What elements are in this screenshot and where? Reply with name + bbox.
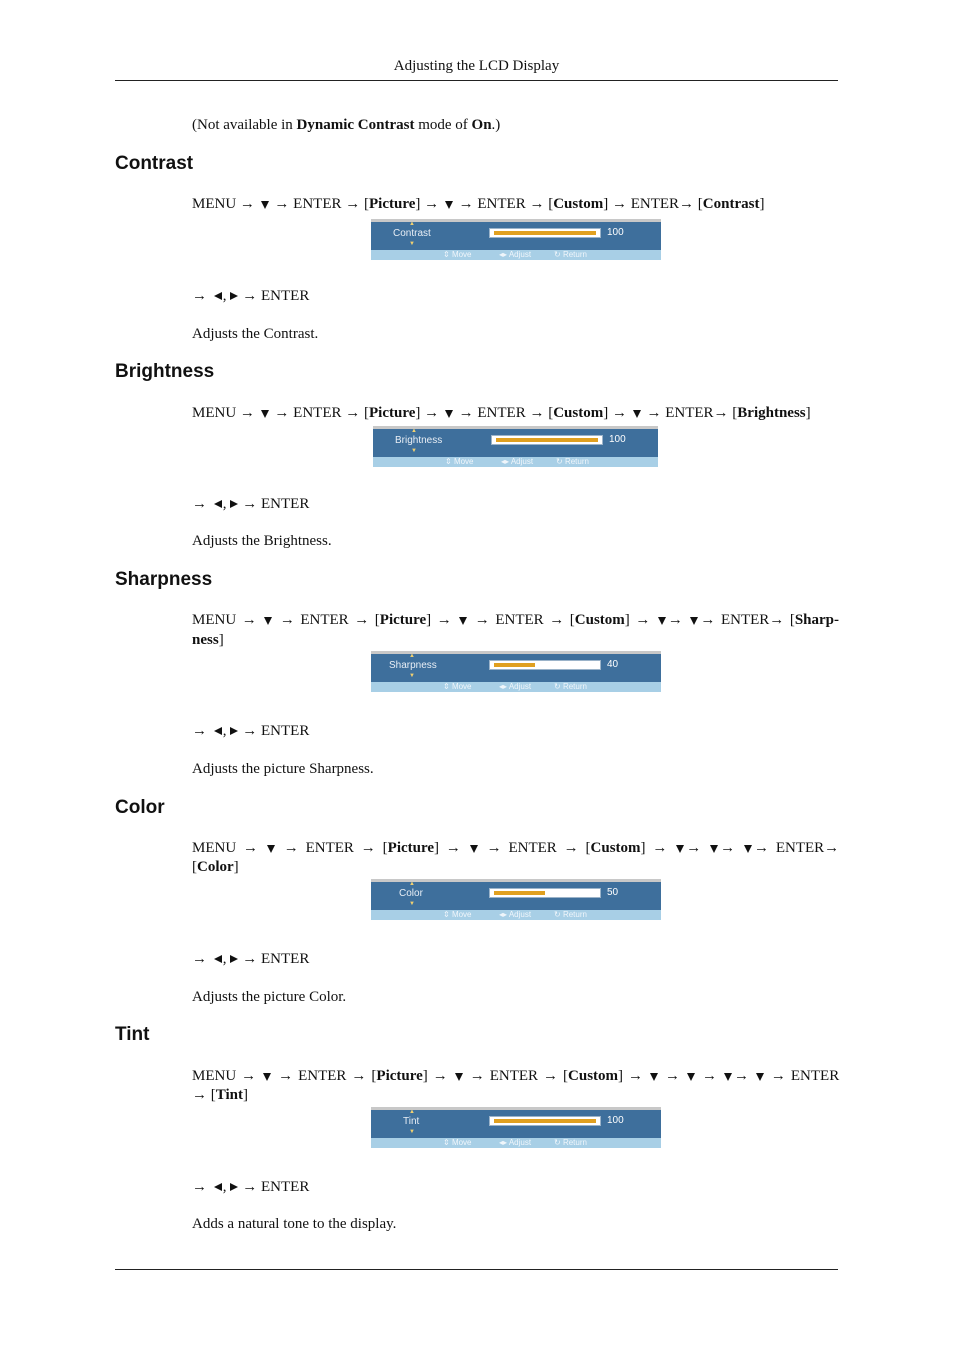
heading-color: Color (115, 797, 165, 818)
menu-path-color-cont: [Color] (192, 859, 239, 875)
menu-path-sharpness: MENU → → ENTER → [Picture] → → ENTER → [Custom] → → → ENTER→ [Sharp- (192, 612, 840, 628)
osd-label: Contrast (393, 228, 431, 239)
osd-slider (491, 435, 603, 445)
down-arrow-icon (724, 1073, 732, 1081)
down-arrow-icon: ▼ (409, 901, 415, 907)
move-icon: ⇕ (443, 910, 450, 919)
down-arrow-icon (756, 1073, 764, 1081)
desc-color: Adjusts the picture Color. (192, 989, 347, 1005)
adjust-icon: ◂▸ (501, 457, 510, 466)
right-arrow-icon (230, 955, 238, 963)
osd-color: ▲ ▼ Color 50 ⇕ Move ◂▸ Adjust ↻ Return (371, 879, 661, 923)
left-arrow-icon (214, 955, 222, 963)
osd-value: 40 (607, 659, 619, 670)
down-arrow-icon: ▼ (411, 448, 417, 454)
right-arrow-icon (230, 1183, 238, 1191)
desc-tint: Adds a natural tone to the display. (192, 1216, 397, 1232)
down-arrow-icon (676, 845, 684, 853)
down-arrow-icon (459, 617, 467, 625)
left-arrow-icon (214, 1183, 222, 1191)
adjust-icon: ◂▸ (499, 1138, 508, 1147)
right-arrow-icon (230, 292, 238, 300)
osd-label: Brightness (395, 435, 443, 446)
osd-slider (489, 228, 601, 238)
down-arrow-icon (445, 201, 453, 209)
menu-path-color: MENU → → ENTER → [Picture] → → ENTER → [Custom] → → → → ENTER→ (192, 840, 840, 856)
adjust-path-brightness: → , → ENTER (192, 496, 310, 512)
down-arrow-icon (650, 1073, 658, 1081)
down-arrow-icon: ▼ (409, 241, 415, 247)
adjust-path-contrast: → , → ENTER (192, 288, 310, 304)
up-arrow-icon: ▲ (409, 881, 415, 887)
adjust-path-tint: → , → ENTER (192, 1179, 310, 1195)
adjust-path-sharpness: → , → ENTER (192, 723, 310, 739)
return-icon: ↻ (554, 910, 561, 919)
down-arrow-icon (470, 845, 478, 853)
return-icon: ↻ (554, 1138, 561, 1147)
osd-value: 100 (609, 434, 626, 445)
menu-path-tint: MENU → → ENTER → [Picture] → → ENTER → [Custom] → → → → → ENTER (192, 1068, 840, 1084)
down-arrow-icon (744, 845, 752, 853)
up-arrow-icon: ▲ (409, 653, 415, 659)
down-arrow-icon (267, 845, 275, 853)
down-arrow-icon (263, 1073, 271, 1081)
adjust-path-color: → , → ENTER (192, 951, 310, 967)
osd-value: 100 (607, 1115, 624, 1126)
up-arrow-icon: ▲ (409, 221, 415, 227)
osd-value: 100 (607, 227, 624, 238)
osd-slider (489, 888, 601, 898)
down-arrow-icon (261, 410, 269, 418)
down-arrow-icon (633, 410, 641, 418)
down-arrow-icon: ▼ (409, 1129, 415, 1135)
move-icon: ⇕ (445, 457, 452, 466)
osd-label: Sharpness (389, 660, 437, 671)
move-icon: ⇕ (443, 682, 450, 691)
heading-brightness: Brightness (115, 361, 215, 382)
adjust-icon: ◂▸ (499, 250, 508, 259)
down-arrow-icon (261, 201, 269, 209)
desc-brightness: Adjusts the Brightness. (192, 533, 332, 549)
adjust-icon: ◂▸ (499, 910, 508, 919)
up-arrow-icon: ▲ (411, 428, 417, 434)
return-icon: ↻ (556, 457, 563, 466)
down-arrow-icon (658, 617, 666, 625)
return-icon: ↻ (554, 682, 561, 691)
header-rule (115, 80, 838, 81)
osd-contrast: ▲ ▼ Contrast 100 ⇕ Move ◂▸ Adjust ↻ Return (371, 219, 661, 263)
menu-path-tint-cont: → [Tint] (192, 1087, 248, 1103)
heading-contrast: Contrast (115, 153, 194, 174)
menu-path-brightness: MENU → → ENTER → [Picture] → → ENTER → [Custom] → → ENTER→ [Brightness] (192, 405, 811, 421)
move-icon: ⇕ (443, 1138, 450, 1147)
right-arrow-icon (230, 727, 238, 735)
desc-sharpness: Adjusts the picture Sharpness. (192, 761, 374, 777)
left-arrow-icon (214, 727, 222, 735)
desc-contrast: Adjusts the Contrast. (192, 326, 319, 342)
right-arrow-icon (230, 500, 238, 508)
heading-tint: Tint (115, 1024, 150, 1045)
osd-label: Color (399, 888, 423, 899)
down-arrow-icon (687, 1073, 695, 1081)
left-arrow-icon (214, 292, 222, 300)
osd-tint: ▲ ▼ Tint 100 ⇕ Move ◂▸ Adjust ↻ Return (371, 1107, 661, 1151)
down-arrow-icon (710, 845, 718, 853)
availability-note: (Not available in Dynamic Contrast mode of On.) (192, 117, 501, 133)
return-icon: ↻ (554, 250, 561, 259)
left-arrow-icon (214, 500, 222, 508)
osd-sharpness: ▲ ▼ Sharpness 40 ⇕ Move ◂▸ Adjust ↻ Return (371, 651, 661, 695)
down-arrow-icon (690, 617, 698, 625)
down-arrow-icon (264, 617, 272, 625)
osd-brightness: ▲ ▼ Brightness 100 ⇕ Move ◂▸ Adjust ↻ Return (373, 426, 658, 470)
down-arrow-icon (455, 1073, 463, 1081)
move-icon: ⇕ (443, 250, 450, 259)
menu-path-contrast: MENU → → ENTER → [Picture] → → ENTER → [Custom] → ENTER→ [Contrast] (192, 196, 765, 212)
down-arrow-icon (445, 410, 453, 418)
osd-slider (489, 1116, 601, 1126)
up-arrow-icon: ▲ (409, 1109, 415, 1115)
osd-value: 50 (607, 887, 619, 898)
page-header: Adjusting the LCD Display (393, 58, 560, 74)
osd-label: Tint (403, 1116, 420, 1127)
footer-rule (115, 1269, 838, 1270)
osd-slider (489, 660, 601, 670)
adjust-icon: ◂▸ (499, 682, 508, 691)
heading-sharpness: Sharpness (115, 569, 213, 590)
down-arrow-icon: ▼ (409, 673, 415, 679)
menu-path-sharpness-cont: ness] (192, 632, 224, 648)
